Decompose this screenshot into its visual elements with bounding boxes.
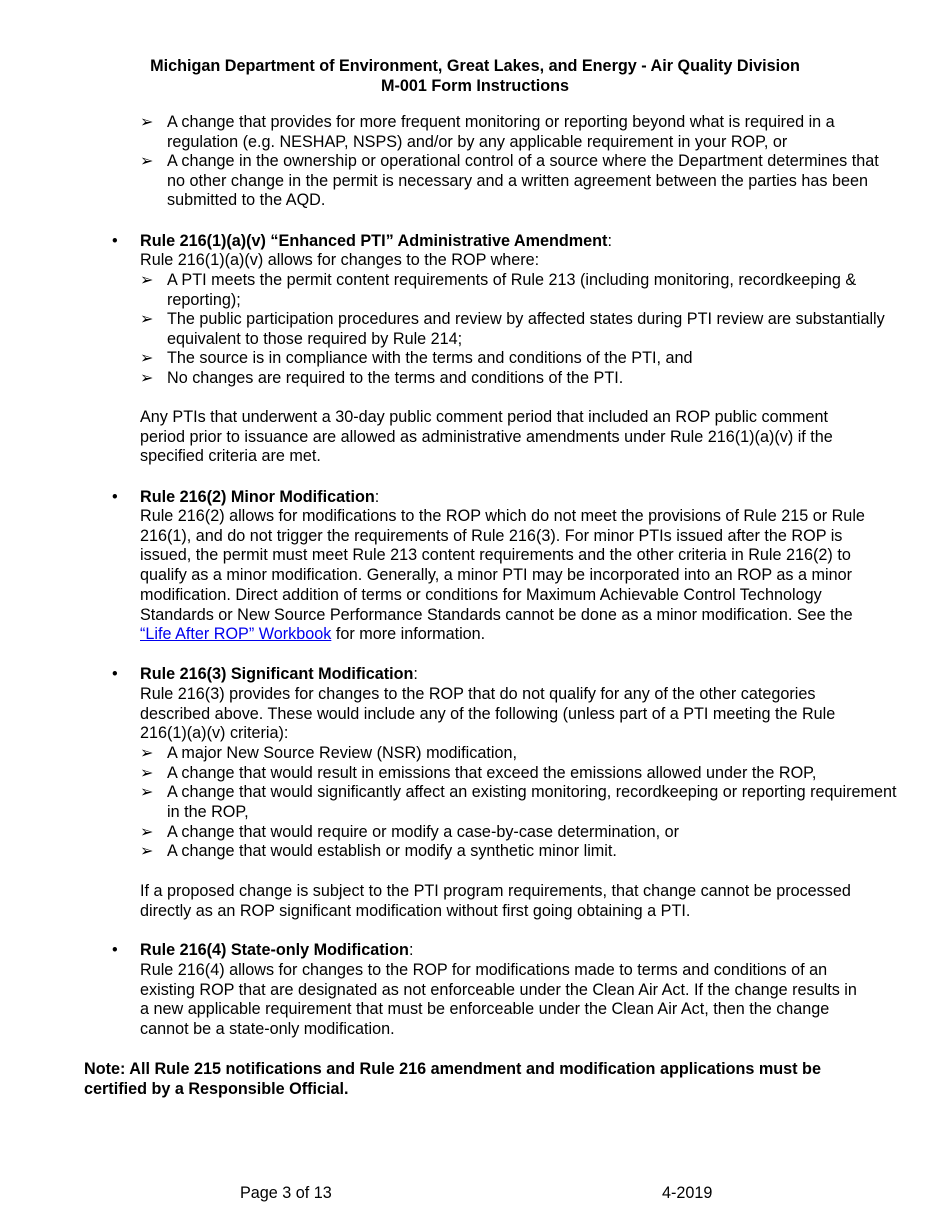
list-item-text: A change in the ownership or operational control of a source where the Department determines that no other change in the permit is necessary and a written agreement between the parties has been submitted to the AQD.	[167, 152, 879, 210]
section-heading-minor	[112, 488, 870, 508]
list-item	[140, 152, 897, 211]
section-heading-state-only	[112, 941, 870, 961]
list-item	[140, 113, 897, 152]
section-lead: Rule 216(3) provides for changes to the ROP that do not qualify for any of the other categories described above. These would include any of the following (unless part of a PTI meeting the Rule 216(1)(a)(v) criteria):	[140, 685, 836, 743]
section-heading-enhanced-pti	[112, 232, 870, 252]
bullet-icon: •	[112, 488, 118, 506]
note: Note: All Rule 215 notifications and Rule 216 amendment and modification applications must be certified by a Responsible Official.	[84, 1060, 821, 1098]
list-item-text: The public participation procedures and review by affected states during PTI review are substantially equivalent to those required by Rule 214;	[167, 310, 885, 348]
arrow-bullet-icon: ➢	[140, 369, 154, 387]
footer-page-number: Page 3 of 13	[240, 1184, 332, 1202]
arrow-bullet-icon: ➢	[140, 842, 154, 860]
header-form-title: M-001 Form Instructions	[381, 77, 569, 95]
paragraph: If a proposed change is subject to the PTI program requirements, that change cannot be processed directly as an ROP significant modification without first going obtaining a PTI.	[140, 882, 851, 920]
paragraph: Any PTIs that underwent a 30-day public comment period that included an ROP public comment period prior to issuance are allowed as administrative amendments under Rule 216(1)(a)(v) if the specified criteria are met.	[140, 408, 833, 466]
section-lead: Rule 216(1)(a)(v) allows for changes to the ROP where:	[140, 251, 540, 269]
arrow-bullet-icon: ➢	[140, 310, 154, 328]
list-item	[140, 271, 897, 310]
bullet-icon: •	[112, 665, 118, 683]
list-item-text: A change that would establish or modify a synthetic minor limit.	[167, 842, 617, 860]
paragraph-text: for more information.	[331, 625, 486, 644]
list-item	[140, 842, 897, 862]
list-item-text: A change that would require or modify a case-by-case determination, or	[167, 823, 679, 841]
list-item-text: A change that provides for more frequent monitoring or reporting beyond what is required in a regulation (e.g. NESHAP, NSPS) and/or by any applicable requirement in your ROP, or	[167, 113, 835, 151]
list-item-text: A major New Source Review (NSR) modification,	[167, 744, 517, 762]
paragraph-text: Rule 216(2) allows for modifications to the ROP which do not meet the provisions of Rule 215 or Rule 216(1), and do not trigger the requirements of Rule 216(3). For minor PTIs issued after the ROP is issued, the permit must meet Rule 213 content requirements and the other criteria in Rule 216(2) to qualify as a minor modification. Generally, a minor PTI may be incorporated into an ROP as a minor modification. Direct addition of terms or conditions for Maximum Achievable Control Technology Standards or New Source Performance Standards cannot be done as a minor modification. See the	[140, 507, 865, 624]
arrow-bullet-icon: ➢	[140, 764, 154, 782]
paragraph: Rule 216(4) allows for changes to the ROP for modifications made to terms and conditions of an existing ROP that are designated as not enforceable under the Clean Air Act. If the change results in a new applicable requirement that must be enforceable under the Clean Air Act, then the change cannot be a state-only modification.	[140, 961, 857, 1039]
list-item	[140, 369, 897, 389]
arrow-bullet-icon: ➢	[140, 271, 154, 289]
list-item-text: No changes are required to the terms and conditions of the PTI.	[167, 369, 624, 387]
header-agency: Michigan Department of Environment, Great Lakes, and Energy - Air Quality Division	[150, 57, 800, 75]
list-item-text: The source is in compliance with the terms and conditions of the PTI, and	[167, 349, 693, 367]
section-title: Rule 216(1)(a)(v) “Enhanced PTI” Administrative Amendment	[140, 232, 608, 250]
life-after-rop-workbook-link[interactable]: “Life After ROP” Workbook	[140, 625, 332, 644]
list-item	[140, 823, 897, 843]
arrow-bullet-icon: ➢	[140, 152, 154, 170]
footer-date: 4-2019	[662, 1184, 713, 1202]
section-title: Rule 216(2) Minor Modification	[140, 488, 375, 506]
arrow-bullet-icon: ➢	[140, 744, 154, 762]
list-item-text: A change that would significantly affect an existing monitoring, recordkeeping or reporting requirement in the ROP,	[167, 783, 897, 821]
list-item	[140, 349, 897, 369]
list-item	[140, 783, 897, 822]
list-item	[140, 310, 897, 349]
arrow-bullet-icon: ➢	[140, 113, 154, 131]
list-item	[140, 764, 897, 784]
bullet-icon: •	[112, 232, 118, 250]
colon: :	[607, 232, 612, 250]
section-title: Rule 216(3) Significant Modification	[140, 665, 414, 683]
section-heading-significant	[112, 665, 870, 685]
paragraph	[140, 507, 870, 645]
list-item-text: A PTI meets the permit content requirements of Rule 213 (including monitoring, recordkeeping & reporting);	[167, 271, 857, 309]
arrow-bullet-icon: ➢	[140, 823, 154, 841]
list-item-text: A change that would result in emissions that exceed the emissions allowed under the ROP,	[167, 764, 817, 782]
arrow-bullet-icon: ➢	[140, 783, 154, 801]
arrow-bullet-icon: ➢	[140, 349, 154, 367]
bullet-icon: •	[112, 941, 118, 959]
section-title: Rule 216(4) State-only Modification	[140, 941, 409, 959]
colon: :	[408, 941, 414, 959]
colon: :	[374, 488, 380, 506]
colon: :	[413, 665, 418, 683]
list-item	[140, 744, 897, 764]
